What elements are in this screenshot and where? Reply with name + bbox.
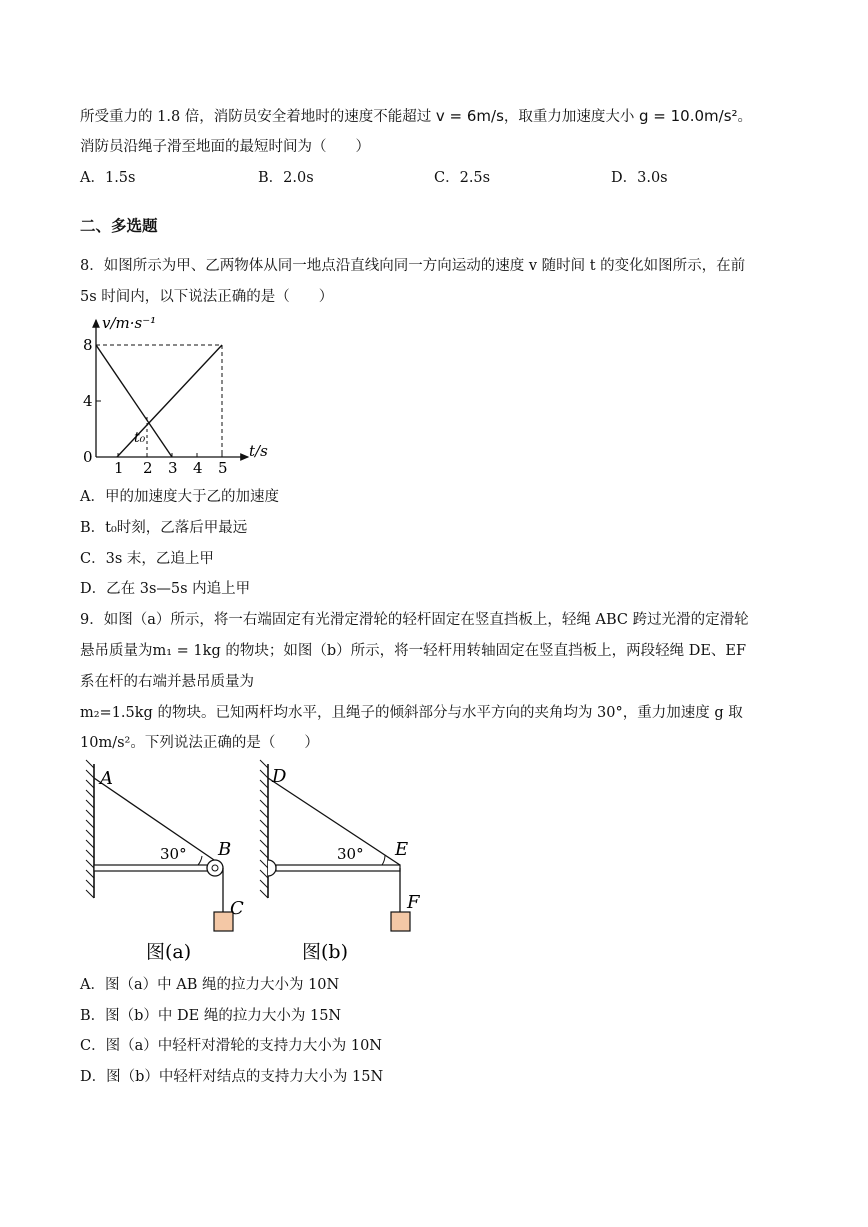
q7-option-b: B．2.0s — [258, 170, 314, 186]
rope-de — [268, 778, 400, 865]
q7-line1-pre: 所受重力的 1.8 倍，消防员安全着地时的速度不能超过 — [80, 109, 436, 125]
caption-b: 图(b) — [302, 941, 348, 963]
q7-line-2: 消防员沿绳子滑至地面的最短时间为（ ） — [80, 139, 370, 155]
series-yi — [117, 345, 222, 457]
tick-label-x5: 5 — [218, 459, 228, 475]
rod-a — [94, 865, 214, 871]
hinge-b — [268, 860, 276, 876]
q7-option-c: C．2.5s — [434, 170, 491, 186]
q7-line-1 — [80, 106, 752, 127]
q7-v-expr: v = 6m/s — [435, 107, 504, 125]
q8-option-d: D．乙在 3s—5s 内追上甲 — [80, 581, 251, 597]
q7-line1-end: 。 — [737, 109, 753, 125]
graph-origin: 0 — [83, 448, 93, 466]
label-a: A — [100, 768, 113, 789]
q9-line-2: 悬吊质量为m₁ = 1kg 的物块；如图（b）所示，将一轻杆用转轴固定在竖直挡板上，两段轻绳 DE、EF — [80, 643, 747, 659]
angle-label-a: 30° — [160, 845, 187, 863]
graph-xlabel: t/s — [249, 442, 268, 460]
tick-label-x2: 2 — [143, 459, 153, 475]
label-d: D — [272, 766, 287, 787]
q9-line-5: 10m/s²。下列说法正确的是（ ） — [80, 735, 319, 751]
caption-a: 图(a) — [146, 941, 192, 963]
block-f — [391, 912, 410, 931]
q9-line-3: 系在杆的右端并悬吊质量为 — [80, 674, 254, 690]
tick-label-y8: 8 — [83, 336, 93, 354]
label-e: E — [395, 839, 409, 860]
q9-option-b: B．图（b）中 DE 绳的拉力大小为 15N — [80, 1008, 342, 1024]
q9-figures — [80, 758, 440, 968]
section-title: 二、多选题 — [80, 217, 158, 235]
q9-option-c: C．图（a）中轻杆对滑轮的支持力大小为 10N — [80, 1038, 382, 1054]
q8-vt-graph — [78, 310, 278, 475]
q8-line-2: 5s 时间内，以下说法正确的是（ ） — [80, 289, 334, 305]
rope-ab — [94, 778, 217, 862]
rod-b — [276, 865, 400, 871]
tick-label-y4: 4 — [83, 392, 93, 410]
q9-option-a: A．图（a）中 AB 绳的拉力大小为 10N — [80, 977, 340, 993]
q7-g-expr: g = 10.0m/s² — [639, 107, 738, 125]
tick-label-x3: 3 — [168, 459, 178, 475]
q9-option-d: D．图（b）中轻杆对结点的支持力大小为 15N — [80, 1069, 384, 1085]
q8-line-1: 8．如图所示为甲、乙两物体从同一地点沿直线向同一方向运动的速度 v 随时间 t 的变化如图所示，在前 — [80, 258, 746, 274]
graph-ylabel: v/m·s⁻¹ — [102, 314, 157, 332]
label-b: B — [218, 839, 232, 860]
tick-label-x4: 4 — [193, 459, 203, 475]
q8-option-c: C．3s 末，乙追上甲 — [80, 551, 214, 567]
q9-line-4: m₂=1.5kg 的物块。已知两杆均水平，且绳子的倾斜部分与水平方向的夹角均为 30°，重力加速度 g 取 — [80, 705, 743, 721]
t0-label: t₀ — [134, 430, 146, 446]
q8-option-b: B．t₀时刻，乙落后甲最远 — [80, 520, 248, 536]
label-f: F — [407, 892, 420, 913]
q7-option-d: D．3.0s — [611, 170, 668, 186]
angle-arc-a — [198, 856, 202, 865]
angle-arc-b — [382, 855, 385, 865]
figure-b — [260, 760, 421, 963]
figure-a — [86, 760, 244, 963]
q8-option-a: A．甲的加速度大于乙的加速度 — [80, 489, 279, 505]
label-c: C — [230, 898, 244, 919]
tick-label-x1: 1 — [114, 459, 124, 475]
angle-label-b: 30° — [337, 845, 364, 863]
q9-line-1: 9．如图（a）所示，将一右端固定有光滑定滑轮的轻杆固定在竖直挡板上，轻绳 ABC 跨过光滑的定滑轮 — [80, 612, 749, 628]
q7-line1-mid: ，取重力加速度大小 — [503, 109, 640, 125]
q7-option-a: A．1.5s — [80, 170, 136, 186]
